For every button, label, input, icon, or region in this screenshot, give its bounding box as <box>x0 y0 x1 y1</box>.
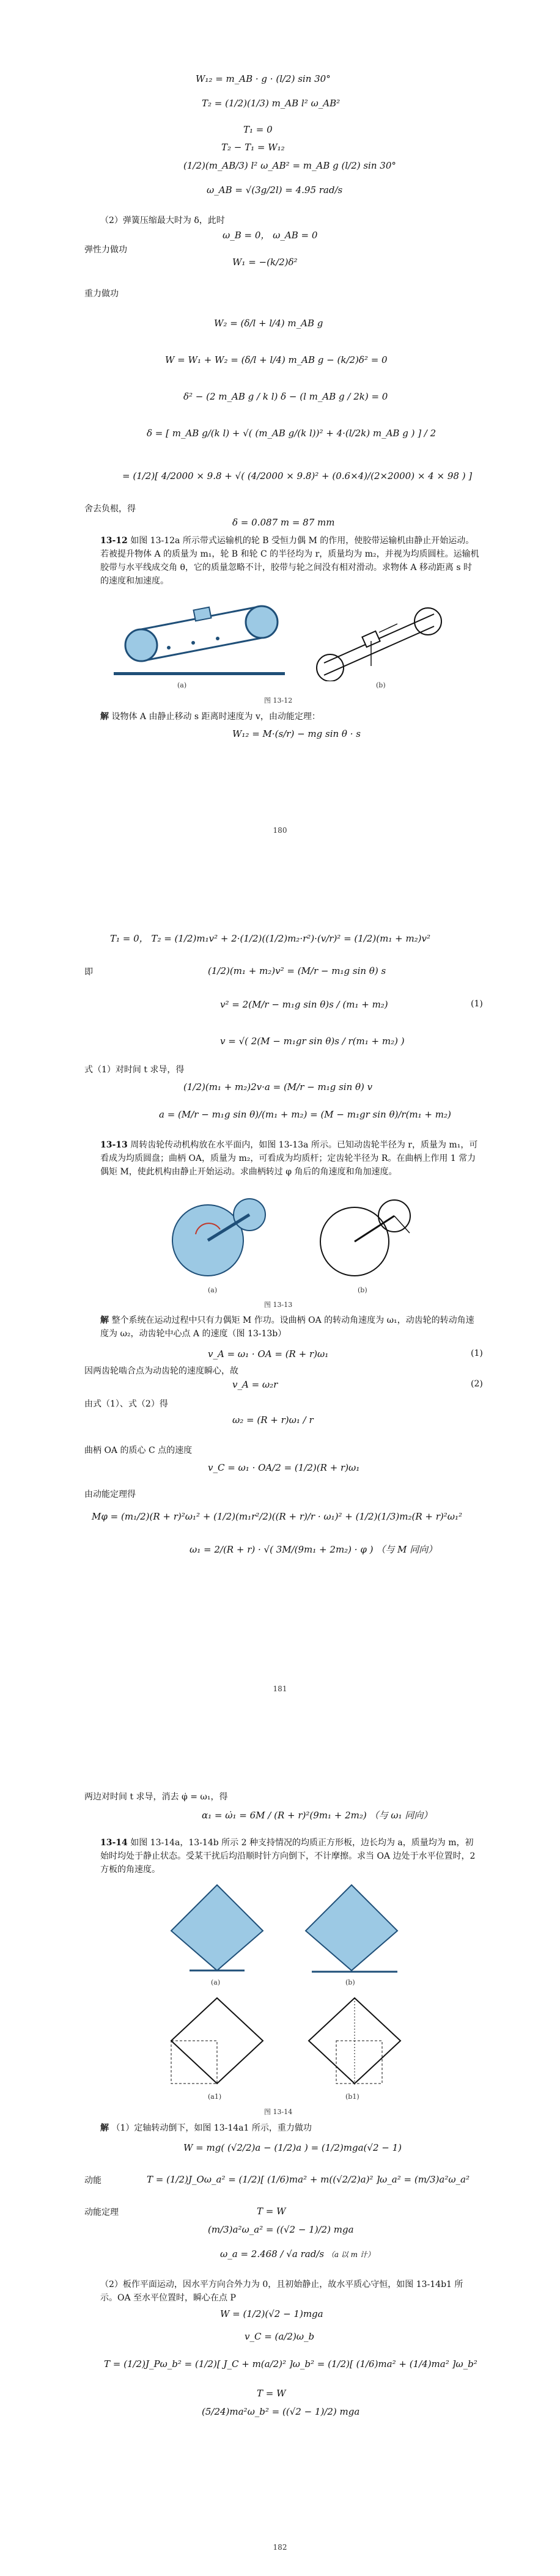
page-180 <box>0 0 560 855</box>
spring-work-label: 弹性力做功 <box>84 245 127 255</box>
figure-b-label: (b) <box>345 1978 355 1986</box>
equation-omega: ω_AB = √(3g/2l) = 4.95 rad/s <box>207 185 343 196</box>
solution-text: 整个系统在运动过程中只有力偶矩 M 作功。设曲柄 OA 的转动角速度为 ω₁，动齿轮的转动角速度为 ω₂，动齿轮中心点 A 的速度（图 13-13b） <box>100 1315 474 1339</box>
result-equation: δ = 0.087 m = 87 mm <box>232 517 335 528</box>
gravity-work-label: 重力做功 <box>84 289 119 299</box>
problem-text: 如图 13-12a 所示带式运输机的轮 B 受恒力偶 M 的作用，使胶带运输机由静止开始运动。若被提升物体 A 的质量为 m₁，轮 B 和轮 C 的半径均为 r，质量均为 m₂，并视为均质圆柱。运输机胶带与水平线成交角 θ，它的质量忽略不计，胶带与轮之间没有相对滑动。求物体 A 移动距离 s 时的速度和加速度。 <box>100 536 479 586</box>
unit-note: （a 以 m 计） <box>326 2250 375 2259</box>
figure-13-12a <box>108 593 291 678</box>
solution-text: （1）定轴转动倒下，如图 13-14a1 所示，重力做功 <box>111 2123 312 2133</box>
page-number: 182 <box>273 2543 287 2552</box>
solution-text: 设物体 A 由静止移动 s 距离时速度为 v，由动能定理： <box>111 712 320 722</box>
figure-13-13a <box>159 1191 275 1283</box>
problem-id: 13-14 <box>100 1838 128 1848</box>
kinetic-equation-2: T = (1/2)J_Pω_b² = (1/2)[ J_C + m(a/2)² ]ω_b² = (1/2)[ (1/6)ma² + (1/4)ma² ]ω_b² <box>104 2358 477 2369</box>
figure-a1-label: (a1) <box>208 2093 222 2101</box>
problem-text: 周转齿轮传动机构放在水平面内，如图 13-13a 所示。已知动齿轮半径为 r，质量为 m₁，可看成为均质圆盘；曲柄 OA，质量为 m₂，可看成为均质杆；定齿轮半径为 R。在曲柄上作用 1 常力偶矩 M，使此机构由静止开始运动。求曲柄转过 φ 角后的角速度和角加速度。 <box>100 1140 478 1177</box>
equation-t1: T₁ = 0 <box>243 124 273 135</box>
belt-bottom <box>141 638 262 661</box>
t-equals-w-2: T = W <box>257 2388 286 2399</box>
page-182 <box>0 1717 560 2572</box>
from-text: 由式（1）、式（2）得 <box>84 1399 168 1409</box>
equation-number-3: (2) <box>471 1379 483 1389</box>
square-plate-b <box>306 1885 397 1970</box>
equation-t2: T₂ = (1/2)(1/3) m_AB l² ω_AB² <box>202 98 341 109</box>
equation-e1: (1/2)(m₁ + m₂)v² = (M/r − m₁g sin θ) s <box>208 965 386 976</box>
intro-text: 两边对时间 t 求导，消去 φ̇ = ω₁，得 <box>84 1792 228 1802</box>
energy-equation-1: (m/3)a²ω_a² = ((√2 − 1)/2) mga <box>208 2224 354 2235</box>
quadratic-equation: δ² − (2 m_AB g / k l) δ − (l m_AB g / 2k) = 0 <box>183 391 388 402</box>
alpha1-equation <box>202 1809 432 1821</box>
object-a <box>194 607 212 621</box>
figure-13-14-caption: 图 13-14 <box>264 2108 293 2116</box>
figure-13-12b <box>306 590 452 681</box>
problem-id: 13-12 <box>100 536 128 546</box>
part2-text: （2）弹簧压缩最大时为 δ，此时 <box>100 216 225 225</box>
crank-text: 曲柄 OA 的质心 C 点的速度 <box>84 1446 193 1455</box>
condition-equation: ω_B = 0， ω_AB = 0 <box>223 230 318 241</box>
problem-text: 如图 13-14a，13-14b 所示 2 种支持情况的均质正方形板，边长均为 a，质量均为 m，初始时均处于静止状态。受某干扰后均沿顺时针方向倒下，不计摩擦。求当 OA 边处于水平位置时，2 方板的角速度。 <box>100 1838 476 1875</box>
equation-e6: v_A = ω₁ · OA = (R + r)ω₁ <box>208 1348 329 1359</box>
figure-13-12-caption: 图 13-12 <box>264 697 293 704</box>
alpha1-value: α₁ = ω̇₁ = 6M / (R + r)²(9m₁ + 2m₂) <box>202 1810 367 1821</box>
t-equals-w: T = W <box>257 2206 286 2217</box>
figure-13-14b1 <box>300 1992 410 2090</box>
equation-energy: T₂ − T₁ = W₁₂ <box>221 142 285 153</box>
equation-e3: v = √( 2(M − m₁gr sin θ)s / r(m₁ + m₂) ) <box>220 1036 405 1047</box>
equation-e10: Mφ = (m₁/2)(R + r)²ω₁² + (1/2)(m₁r²/2)((R + r)/r · ω₁)² + (1/2)(1/3)m₂(R + r)²ω₁² <box>92 1511 463 1522</box>
alpha1-direction: （与 ω₁ 同向） <box>369 1810 433 1821</box>
figure-13-14b <box>300 1879 403 1977</box>
equation-e5: a = (M/r − m₁g sin θ)/(m₁ + m₂) = (M − m₁gr sin θ)/r(m₁ + m₂) <box>159 1109 451 1120</box>
equation-number-1: (1) <box>471 999 483 1009</box>
theorem-text: 由动能定理得 <box>84 1490 136 1499</box>
direction-note: （与 M 同向） <box>376 1544 438 1555</box>
equation-e4: (1/2)(m₁ + m₂)2v·a = (M/r − m₁g sin θ) v <box>183 1081 373 1092</box>
problem-13-13 <box>100 1138 479 1179</box>
equation-e7: v_A = ω₂r <box>232 1379 278 1390</box>
figure-13-14a1 <box>162 1992 272 2090</box>
gravity-work-equation: W₂ = (δ/l + l/4) m_AB g <box>214 318 323 329</box>
omega-a-equation <box>220 2249 375 2259</box>
equation-e9: v_C = ω₁ · OA/2 = (1/2)(R + r)ω₁ <box>208 1462 360 1473</box>
equation-substitution: (1/2)(m_AB/3) l² ω_AB² = m_AB g (l/2) sin 30° <box>183 160 396 171</box>
solution-label: 解 <box>100 712 109 722</box>
figure-13-13-caption: 图 13-13 <box>264 1301 293 1309</box>
page-number: 181 <box>273 1685 287 1693</box>
square-plate-a <box>171 1885 263 1970</box>
page-181 <box>0 858 560 1714</box>
equation-number-2: (1) <box>471 1348 483 1358</box>
fallen-square-b1 <box>336 2041 382 2084</box>
figure-13-12a-label: (a) <box>177 681 187 689</box>
equation-e11 <box>190 1543 437 1556</box>
wheel-b <box>125 629 157 661</box>
equation-e8: ω₂ = (R + r)ω₁ / r <box>232 1414 314 1425</box>
page-number: 180 <box>273 826 287 835</box>
discard-text: 舍去负根，得 <box>84 504 136 514</box>
theorem-label: 动能定理 <box>84 2208 119 2217</box>
problem-id: 13-13 <box>100 1140 128 1150</box>
ground <box>114 672 285 675</box>
kinetic-equation-1: T = (1/2)J_Oω_a² = (1/2)[ (1/6)ma² + m((√2/2)a)² ]ω_a² = (m/3)a²ω_a² <box>147 2174 470 2185</box>
solution-intro <box>100 710 320 722</box>
figure-13-13b-label: (b) <box>358 1286 367 1294</box>
solution-label: 解 <box>100 2123 109 2133</box>
problem-13-12 <box>100 534 479 588</box>
omega1-equation: ω₁ = 2/(R + r) · √( 3M/(9m₁ + 2m₂) · φ ) <box>190 1544 374 1555</box>
work-equation-1: W = mg( (√2/2)a − (1/2)a ) = (1/2)mga(√2 − 1) <box>183 2142 402 2153</box>
wheel-c <box>246 606 278 638</box>
figure-b1-label: (b1) <box>345 2093 359 2101</box>
solution-13-13 <box>100 1314 479 1341</box>
figure-13-13a-label: (a) <box>208 1286 218 1294</box>
spring-work-equation: W₁ = −(k/2)δ² <box>232 257 298 268</box>
problem-13-14 <box>100 1836 479 1876</box>
figure-13-14a <box>165 1879 269 1977</box>
solution-part2: （2）板作平面运动，因水平方向合外力为 0，且初始静止，故水平质心守恒，如图 13-14b1 所示。OA 至水平位置时，瞬心在点 P <box>100 2280 463 2303</box>
figure-13-12b-label: (b) <box>376 681 386 689</box>
ji-label: 即 <box>84 967 93 977</box>
work-equation-2: W = (1/2)(√2 − 1)mga <box>220 2308 323 2319</box>
total-work-equation: W = W₁ + W₂ = (δ/l + l/4) m_AB g − (k/2)δ² = 0 <box>165 354 388 365</box>
solution-equation: δ = [ m_AB g/(k l) + √( (m_AB g/(k l))² + 4·(l/2k) m_AB g ) ] / 2 <box>147 428 437 439</box>
energy-equation-2: (5/24)ma²ω_b² = ((√2 − 1)/2) mga <box>202 2406 360 2417</box>
kinetic-energy-equation: T₁ = 0， T₂ = (1/2)m₁v² + 2·(1/2)((1/2)m₂·r²)·(v/r)² = (1/2)(m₁ + m₂)v² <box>110 933 431 944</box>
kinetic-label: 动能 <box>84 2176 101 2186</box>
numeric-equation: = (1/2)[ 4/2000 × 9.8 + √( (4/2000 × 9.8)² + (0.6×4)/(2×2000) × 4 × 98 ) ] <box>122 470 473 481</box>
derivative-text: 式（1）对时间 t 求导，得 <box>84 1065 185 1075</box>
equation-e2: v² = 2(M/r − m₁g sin θ)s / (m₁ + m₂) <box>220 999 388 1010</box>
figure-13-13b <box>306 1191 422 1283</box>
equation-w12: W₁₂ = m_AB · g · (l/2) sin 30° <box>196 73 331 84</box>
omega-a-value: ω_a = 2.468 / √a rad/s <box>220 2249 325 2259</box>
figure-a-label: (a) <box>211 1978 221 1986</box>
solution-part1 <box>100 2121 312 2134</box>
solution-label: 解 <box>100 1315 109 1325</box>
velocity-c-equation: v_C = (a/2)ω_b <box>245 2331 315 2342</box>
work-equation-b: W₁₂ = M·(s/r) − mg sin θ · s <box>232 728 361 739</box>
contact-text: 因两齿轮啮合点为动齿轮的速度瞬心，故 <box>84 1366 238 1376</box>
